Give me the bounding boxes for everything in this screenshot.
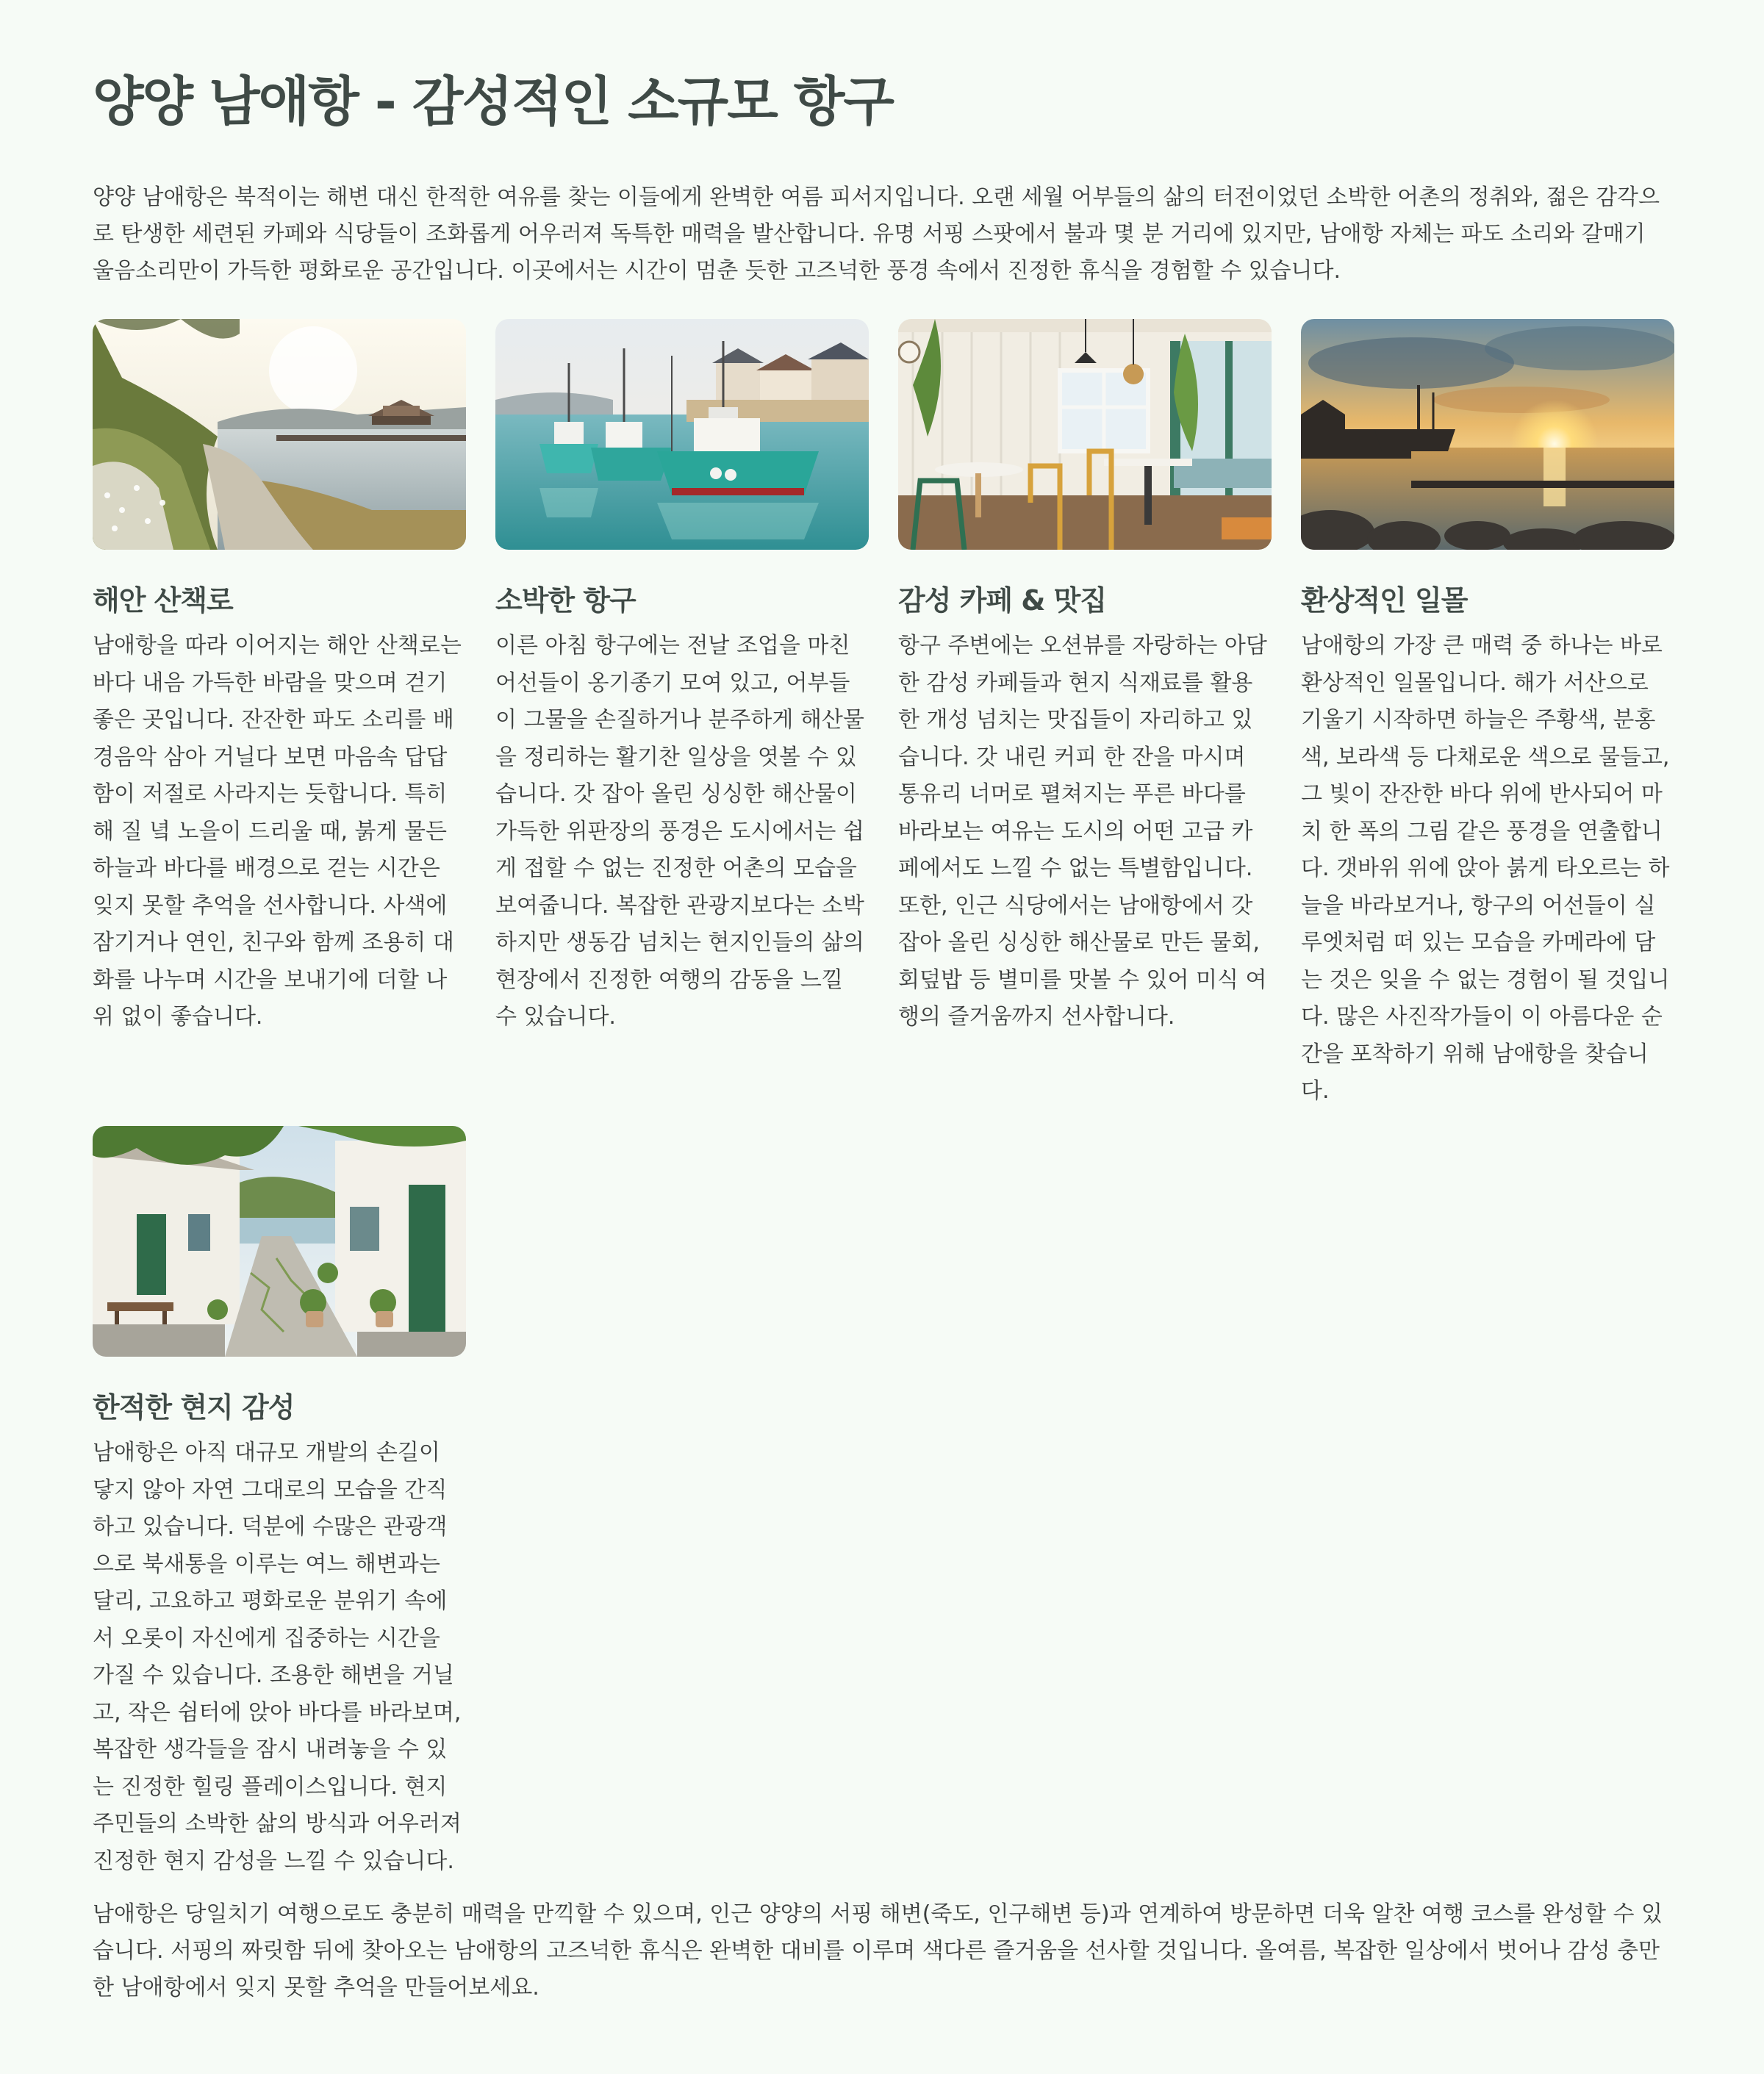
card-body: 이른 아침 항구에는 전날 조업을 마친 어선들이 옹기종기 모여 있고, 어부들이 그물을 손질하거나 분주하게 해산물을 정리하는 활기찬 일상을 엿볼 수 있습니다. 갓 잡아 올린 싱싱한 해산물이 가득한 위판장의 풍경은 도시에서는 쉽게 접할 수 없는 진정한 어촌의 모습을 보여줍니다. 복잡한 관광지보다는 소박하지만 생동감 넘치는 현지인들의 삶의 현장에서 진정한 여행의 감동을 느낄 수 있습니다.	[495, 633, 864, 1030]
card-body: 남애항의 가장 큰 매력 중 하나는 바로 환상적인 일몰입니다. 해가 서산으로 기울기 시작하면 하늘은 주황색, 분홍색, 보라색 등 다채로운 색으로 물들고, 그 빛이 잔잔한 바다 위에 반사되어 마치 한 폭의 그림 같은 풍경을 연출합니다. 갯바위 위에 앉아 붉게 타오르는 하늘을 바라보거나, 항구의 어선들이 실루엣처럼 떠 있는 모습을 카메라에 담는 것은 잊을 수 없는 경험이 될 것입니다. 많은 사진작가들이 이 아름다운 순간을 포착하기 위해 남애항을 찾습니다.	[1301, 633, 1670, 1104]
feature-card-local-village	[93, 1126, 466, 1874]
coastal-path-photo	[93, 319, 466, 550]
card-title: 환상적인 일몰	[1301, 584, 1468, 617]
village-alley-photo	[93, 1126, 466, 1357]
intro-paragraph: 양양 남애항은 북적이는 해변 대신 한적한 여유를 찾는 이들에게 완벽한 여름 피서지입니다. 오랜 세월 어부들의 삶의 터전이었던 소박한 어촌의 정취와, 젊은 감각으로 탄생한 세련된 카페와 식당들이 조화롭게 어우러져 독특한 매력을 발산합니다. 유명 서핑 스팟에서 불과 몇 분 거리에 있지만, 남애항 자체는 파도 소리와 갈매기 울음소리만이 가득한 평화로운 공간입니다. 이곳에서는 시간이 멈춘 듯한 고즈넉한 풍경 속에서 진정한 휴식을 경험할 수 있습니다.	[93, 184, 1660, 284]
feature-card-cafe	[898, 319, 1272, 1030]
sunset-harbor-photo	[1301, 319, 1674, 550]
card-body: 남애항을 따라 이어지는 해안 산책로는 바다 내음 가득한 바람을 맞으며 걷기 좋은 곳입니다. 잔잔한 파도 소리를 배경음악 삼아 거닐다 보면 마음속 답답함이 저절로 사라지는 듯합니다. 특히 해 질 녘 노을이 드리울 때, 붉게 물든 하늘과 바다를 배경으로 걷는 시간은 잊지 못할 추억을 선사합니다. 사색에 잠기거나 연인, 친구와 함께 조용히 대화를 나누며 시간을 보내기에 더할 나위 없이 좋습니다.	[93, 633, 462, 1030]
feature-card-fishing-harbor	[495, 319, 869, 1030]
card-title: 감성 카페 & 맛집	[898, 584, 1107, 617]
page-title: 양양 남애항 - 감성적인 소규모 항구	[93, 71, 893, 132]
feature-card-sunset	[1301, 319, 1674, 1104]
card-title: 소박한 항구	[495, 584, 636, 617]
closing-paragraph: 남애항은 당일치기 여행으로도 충분히 매력을 만끽할 수 있으며, 인근 양양의 서핑 해변(죽도, 인구해변 등)과 연계하여 방문하면 더욱 알찬 여행 코스를 완성할 수 있습니다. 서핑의 짜릿함 뒤에 찾아오는 남애항의 고즈넉한 휴식은 완벽한 대비를 이루며 색다른 즐거움을 선사할 것입니다. 올여름, 복잡한 일상에서 벗어나 감성 충만한 남애항에서 잊지 못할 추억을 만들어보세요.	[93, 1901, 1663, 2001]
card-title: 해안 산책로	[93, 584, 233, 617]
feature-card-coastal-path	[93, 319, 466, 1030]
fishing-harbor-photo	[495, 319, 869, 550]
card-title: 한적한 현지 감성	[93, 1391, 295, 1424]
card-body: 항구 주변에는 오션뷰를 자랑하는 아담한 감성 카페들과 현지 식재료를 활용한 개성 넘치는 맛집들이 자리하고 있습니다. 갓 내린 커피 한 잔을 마시며 통유리 너머로 펼쳐지는 푸른 바다를 바라보는 여유는 도시의 어떤 고급 카페에서도 느낄 수 없는 특별함입니다. 또한, 인근 식당에서는 남애항에서 갓 잡아 올린 싱싱한 해산물로 만든 물회, 회덮밥 등 별미를 맛볼 수 있어 미식 여행의 즐거움까지 선사합니다.	[898, 633, 1267, 1030]
cafe-interior-photo	[898, 319, 1272, 550]
card-body: 남애항은 아직 대규모 개발의 손길이 닿지 않아 자연 그대로의 모습을 간직하고 있습니다. 덕분에 수많은 관광객으로 북새통을 이루는 여느 해변과는 달리, 고요하고 평화로운 분위기 속에서 오롯이 자신에게 집중하는 시간을 가질 수 있습니다. 조용한 해변을 거닐고, 작은 쉼터에 앉아 바다를 바라보며, 복잡한 생각들을 잠시 내려놓을 수 있는 진정한 힐링 플레이스입니다. 현지 주민들의 소박한 삶의 방식과 어우러져 진정한 현지 감성을 느낄 수 있습니다.	[93, 1440, 462, 1874]
